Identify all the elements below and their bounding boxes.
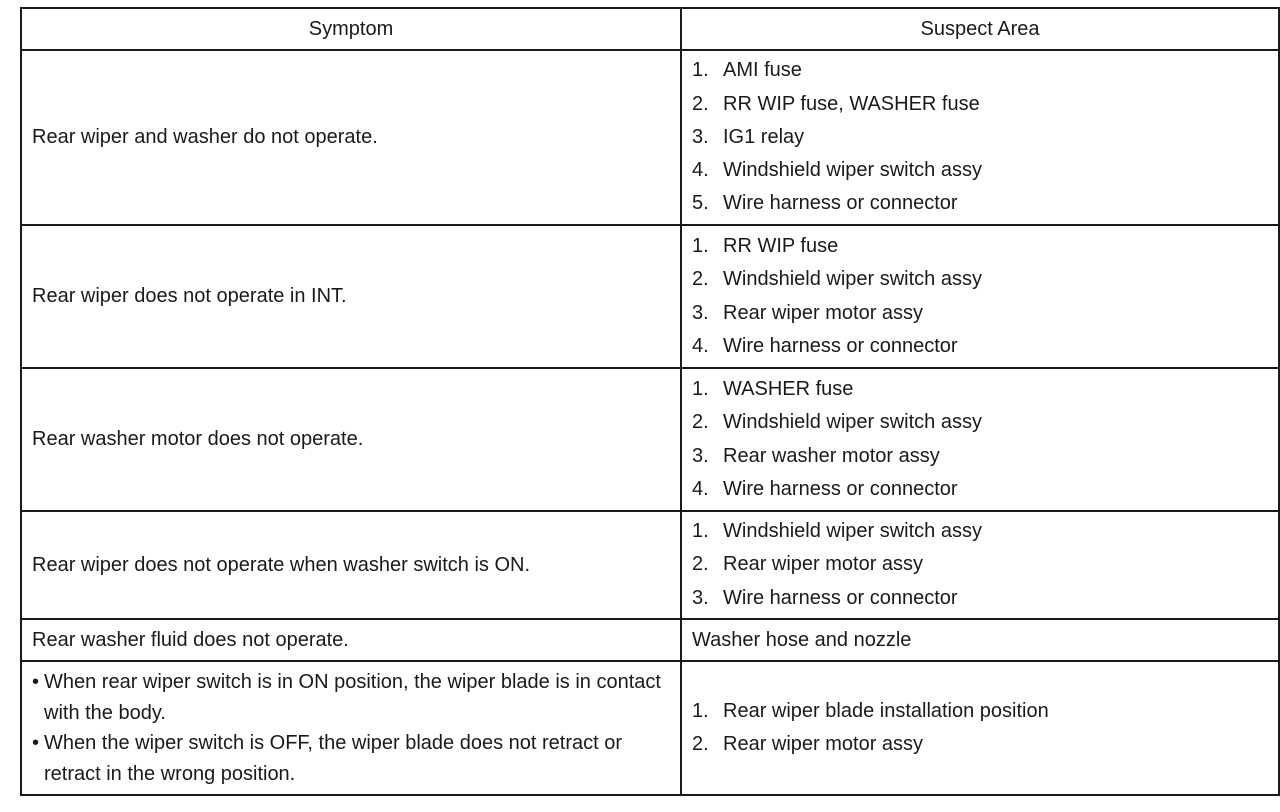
- suspect-area-item: [692, 728, 1268, 761]
- item-text: Rear wiper blade installation position: [723, 699, 1049, 722]
- item-number: 3.: [692, 301, 709, 324]
- symptom-cell: [21, 368, 681, 511]
- symptom-text: Rear wiper does not operate when washer switch is ON.: [32, 553, 531, 576]
- suspect-area-cell: [681, 225, 1279, 368]
- item-number: 1.: [692, 59, 709, 82]
- suspect-area-item: [692, 373, 1268, 406]
- symptom-cell: [21, 50, 681, 225]
- symptom-cell: [21, 511, 681, 619]
- suspect-area-item: [692, 230, 1268, 263]
- symptom-cell: [21, 661, 681, 795]
- item-text: RR WIP fuse, WASHER fuse: [723, 92, 980, 115]
- item-number: 3.: [692, 444, 709, 467]
- item-text: Windshield wiper switch assy: [723, 159, 982, 182]
- troubleshooting-table: [20, 7, 1280, 796]
- symptom-bullet-list: [32, 667, 670, 789]
- suspect-area-list: [692, 695, 1268, 762]
- item-text: Wire harness or connector: [723, 334, 958, 357]
- item-text: Rear wiper motor assy: [723, 553, 924, 576]
- symptom-text: Rear wiper and washer do not operate.: [32, 126, 378, 148]
- suspect-area-item: [692, 330, 1268, 363]
- item-text: RR WIP fuse: [723, 234, 839, 257]
- table-row: [21, 511, 1279, 619]
- suspect-area-list: [692, 373, 1268, 506]
- item-number: 3.: [692, 125, 709, 148]
- bullet-marker: •: [32, 671, 40, 693]
- item-text: Windshield wiper switch assy: [723, 268, 982, 291]
- item-text: IG1 relay: [723, 125, 805, 148]
- suspect-area-item: [692, 406, 1268, 439]
- suspect-area-cell: [681, 661, 1279, 795]
- item-number: 2.: [692, 733, 709, 755]
- item-text: Wire harness or connector: [723, 477, 958, 500]
- suspect-area-item: [692, 187, 1268, 220]
- item-number: 5.: [692, 192, 709, 215]
- suspect-area-item: [692, 297, 1268, 330]
- item-number: 4.: [692, 334, 709, 357]
- item-text: WASHER fuse: [723, 377, 854, 400]
- item-number: 4.: [692, 477, 709, 500]
- suspect-area-item: [692, 515, 1268, 548]
- symptom-text: Rear washer fluid does not operate.: [32, 629, 349, 651]
- item-number: 2.: [692, 411, 709, 434]
- symptom-text: Rear washer motor does not operate.: [32, 428, 364, 450]
- bullet-text: When rear wiper switch is in ON position, the wiper blade is in contact with the body.: [44, 671, 661, 724]
- item-number: 4.: [692, 159, 709, 182]
- item-number: 1.: [692, 699, 709, 722]
- symptom-bullet-item: [32, 728, 670, 789]
- item-number: 1.: [692, 234, 709, 257]
- table-row: [21, 50, 1279, 225]
- item-number: 2.: [692, 268, 709, 291]
- suspect-area-cell: [681, 50, 1279, 225]
- item-number: 3.: [692, 586, 709, 609]
- item-text: AMI fuse: [723, 59, 802, 82]
- suspect-area-item: [692, 548, 1268, 581]
- symptom-text: Rear wiper does not operate in INT.: [32, 285, 347, 307]
- header-row: [21, 8, 1279, 50]
- item-number: 1.: [692, 377, 709, 400]
- suspect-area-list: [692, 230, 1268, 363]
- suspect-area-cell: [681, 368, 1279, 511]
- bullet-marker: •: [32, 732, 40, 754]
- suspect-area-cell: [681, 511, 1279, 619]
- suspect-area-list: [692, 54, 1268, 220]
- item-number: 1.: [692, 520, 709, 543]
- suspect-area-item: [692, 695, 1268, 728]
- header-symptom: Symptom: [21, 8, 681, 50]
- item-text: Wire harness or connector: [723, 586, 958, 609]
- table-row: [21, 619, 1279, 661]
- suspect-area-item: [692, 582, 1268, 615]
- suspect-area-item: [692, 88, 1268, 121]
- item-text: Wire harness or connector: [723, 192, 958, 215]
- item-text: Windshield wiper switch assy: [723, 411, 982, 434]
- item-text: Rear wiper motor assy: [723, 733, 924, 755]
- symptom-cell: [21, 619, 681, 661]
- symptom-cell: [21, 225, 681, 368]
- symptom-bullet-item: [32, 667, 670, 728]
- item-text: Rear wiper motor assy: [723, 301, 924, 324]
- header-suspect-area: Suspect Area: [681, 8, 1279, 50]
- item-text: Windshield wiper switch assy: [723, 520, 982, 543]
- table-row: [21, 661, 1279, 795]
- table-row: [21, 368, 1279, 511]
- suspect-area-item: [692, 473, 1268, 506]
- suspect-area-cell: [681, 619, 1279, 661]
- table-row: [21, 225, 1279, 368]
- suspect-area-item: [692, 121, 1268, 154]
- suspect-area-item: [692, 440, 1268, 473]
- suspect-area-item: [692, 154, 1268, 187]
- item-number: 2.: [692, 92, 709, 115]
- suspect-area-text: Washer hose and nozzle: [692, 629, 912, 651]
- suspect-area-item: [692, 54, 1268, 87]
- bullet-text: When the wiper switch is OFF, the wiper blade does not retract or retract in the wrong position.: [44, 732, 623, 785]
- suspect-area-list: [692, 515, 1268, 615]
- item-text: Rear washer motor assy: [723, 444, 940, 467]
- item-number: 2.: [692, 553, 709, 576]
- suspect-area-item: [692, 263, 1268, 296]
